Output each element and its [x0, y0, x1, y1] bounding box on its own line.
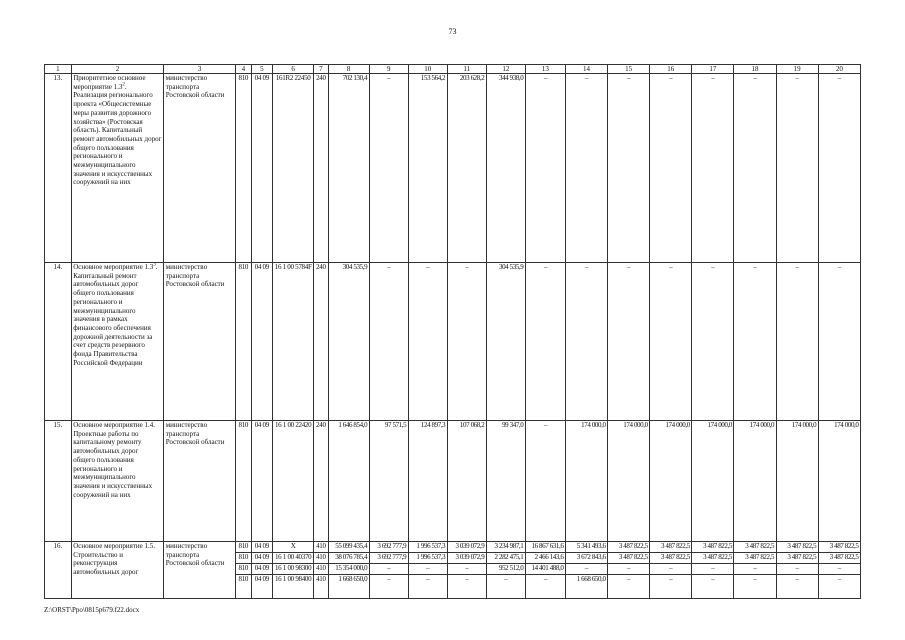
executor: министерство транспорта Ростовской области [164, 263, 236, 421]
amount-cell: 702 130,4 [328, 74, 369, 263]
amount-cell: 3 487 822,5 [608, 542, 650, 553]
amount-cell: 174 000,0 [692, 421, 734, 542]
amount-cell: – [692, 263, 734, 421]
amount-cell: – [734, 74, 776, 263]
amount-cell: – [650, 575, 692, 599]
amount-cell: 3 487 822,5 [818, 542, 860, 553]
amount-cell: 304 535,9 [486, 263, 525, 421]
amount-cell: – [776, 575, 818, 599]
executor: министерство транспорта Ростовской области [164, 542, 236, 599]
code-cell: 16 1 00 5784F [273, 263, 314, 421]
measure-name: Основное мероприятие $1.3^3$. Капитальный ремонт автомобильных дорог общего пользования регионального и межмуниципального значения в рамках финансового обеспечения дорожной деятельности за счет средств резервного фонда Правительства Российской Федерации [71, 263, 163, 421]
amount-cell: 174 000,0 [650, 421, 692, 542]
code-cell: 16 1 00 98300 [273, 564, 314, 575]
amount-cell: – [734, 564, 776, 575]
col-header: 2 [71, 65, 163, 74]
col-header: 11 [447, 65, 486, 74]
code-cell: 810 [236, 74, 251, 263]
row-number: 13. [45, 74, 72, 263]
col-header: 3 [164, 65, 236, 74]
amount-cell: – [608, 263, 650, 421]
code-cell: 810 [236, 564, 251, 575]
amount-cell: 3 692 777,9 [369, 553, 408, 564]
amount-cell: – [734, 263, 776, 421]
amount-cell: 3 039 072,9 [447, 553, 486, 564]
amount-cell: 174 000,0 [608, 421, 650, 542]
code-cell: 810 [236, 542, 251, 553]
page-number: 73 [448, 27, 457, 36]
amount-cell: 3 487 822,5 [734, 542, 776, 553]
amount-cell: 174 000,0 [734, 421, 776, 542]
code-cell: 04 09 [251, 542, 273, 553]
col-header: 8 [328, 65, 369, 74]
code-cell: 410 [314, 553, 328, 564]
amount-cell: – [369, 74, 408, 263]
amount-cell: 3 487 822,5 [692, 553, 734, 564]
amount-cell: 2 282 475,1 [486, 553, 525, 564]
code-cell: 04 09 [251, 564, 273, 575]
code-cell: 161R2 22450 [273, 74, 314, 263]
amount-cell: – [525, 74, 565, 263]
col-header: 7 [314, 65, 328, 74]
amount-cell: – [608, 575, 650, 599]
amount-cell: – [486, 575, 525, 599]
amount-cell: – [525, 263, 565, 421]
amount-cell: 3 234 987,1 [486, 542, 525, 553]
code-cell: 04 09 [251, 421, 273, 542]
col-header: 13 [525, 65, 565, 74]
code-cell: 410 [314, 564, 328, 575]
col-header: 19 [776, 65, 818, 74]
code-cell: 16 1 00 40370 [273, 553, 314, 564]
code-cell: 810 [236, 421, 251, 542]
amount-cell: 1 646 854,0 [328, 421, 369, 542]
col-header: 15 [608, 65, 650, 74]
amount-cell: – [408, 263, 447, 421]
amount-cell: 952 512,0 [486, 564, 525, 575]
amount-cell: – [447, 564, 486, 575]
measure-name: Основное мероприятие 1.4. Проектные работы по капитальному ремонту автомобильных дорог общего пользования регионального и межмуниципального значения и искусственных сооружений на них [71, 421, 163, 542]
table-row [45, 263, 861, 421]
amount-cell: – [447, 263, 486, 421]
amount-cell: – [650, 263, 692, 421]
amount-cell: 38 076 785,4 [328, 553, 369, 564]
col-header: 1 [45, 65, 72, 74]
amount-cell: – [692, 564, 734, 575]
amount-cell: 2 466 143,6 [525, 553, 565, 564]
amount-cell: – [776, 263, 818, 421]
amount-cell: – [565, 263, 607, 421]
amount-cell: 1 996 537,3 [408, 542, 447, 553]
amount-cell: – [818, 74, 860, 263]
amount-cell: 1 996 537,3 [408, 553, 447, 564]
amount-cell: 304 535,9 [328, 263, 369, 421]
amount-cell: 174 000,0 [818, 421, 860, 542]
amount-cell: – [608, 74, 650, 263]
code-cell: 240 [314, 263, 328, 421]
amount-cell: 3 487 822,5 [776, 553, 818, 564]
amount-cell: 5 341 493,6 [565, 542, 607, 553]
amount-cell: – [369, 564, 408, 575]
amount-cell: – [776, 564, 818, 575]
col-header: 12 [486, 65, 525, 74]
code-cell: 16 1 00 22420 [273, 421, 314, 542]
amount-cell: 3 487 822,5 [692, 542, 734, 553]
amount-cell: – [650, 564, 692, 575]
code-cell: 810 [236, 575, 251, 599]
code-cell: 240 [314, 421, 328, 542]
row-number: 16. [45, 542, 72, 599]
amount-cell: 97 571,5 [369, 421, 408, 542]
code-cell: 04 09 [251, 74, 273, 263]
col-header: 16 [650, 65, 692, 74]
col-header: 14 [565, 65, 607, 74]
code-cell: 04 09 [251, 553, 273, 564]
measure-name: Приоритетное основное мероприятие $1.3^2$. Реализация регионального проекта «Общесистемные меры развития дорожного хозяйства» (Ростовская область). Капитальный ремонт автомобильных дорог общего пользования регионального и межмуниципального значения и искусственных сооружений на них [71, 74, 163, 263]
col-header: 9 [369, 65, 408, 74]
amount-cell: 99 347,0 [486, 421, 525, 542]
code-cell: 240 [314, 74, 328, 263]
code-cell: 04 09 [251, 263, 273, 421]
col-header: 6 [273, 65, 314, 74]
amount-cell: 174 000,0 [565, 421, 607, 542]
executor: министерство транспорта Ростовской области [164, 74, 236, 263]
table-row [45, 542, 861, 553]
table-row [45, 421, 861, 542]
amount-cell: 107 068,2 [447, 421, 486, 542]
table-row [45, 74, 861, 263]
amount-cell: – [525, 421, 565, 542]
executor: министерство транспорта Ростовской области [164, 421, 236, 542]
amount-cell: 153 564,2 [408, 74, 447, 263]
budget-table [44, 64, 861, 599]
amount-cell: 3 487 822,5 [608, 553, 650, 564]
code-cell: 810 [236, 553, 251, 564]
amount-cell: – [408, 575, 447, 599]
amount-cell: – [734, 575, 776, 599]
amount-cell: – [818, 575, 860, 599]
code-cell: 16 1 00 98400 [273, 575, 314, 599]
amount-cell: 344 938,0 [486, 74, 525, 263]
amount-cell: – [818, 263, 860, 421]
amount-cell: 14 401 488,0 [525, 564, 565, 575]
amount-cell: – [525, 575, 565, 599]
amount-cell: 16 867 631,6 [525, 542, 565, 553]
code-cell: 410 [314, 542, 328, 553]
measure-name: Основное мероприятие 1.5. Строительство и реконструкция автомобильных дорог [71, 542, 163, 599]
amount-cell: 55 099 435,4 [328, 542, 369, 553]
amount-cell: – [692, 575, 734, 599]
code-cell: X [273, 542, 314, 553]
row-number: 15. [45, 421, 72, 542]
amount-cell: – [565, 74, 607, 263]
amount-cell: 124 897,3 [408, 421, 447, 542]
amount-cell: 3 487 822,5 [818, 553, 860, 564]
file-path-footer: Z:\ORST\Ppo\0815p679.f22.docx [44, 606, 140, 614]
col-header: 10 [408, 65, 447, 74]
row-number: 14. [45, 263, 72, 421]
amount-cell: – [692, 74, 734, 263]
amount-cell: 3 487 822,5 [776, 542, 818, 553]
amount-cell: – [369, 263, 408, 421]
amount-cell: 203 628,2 [447, 74, 486, 263]
amount-cell: 1 668 650,0 [328, 575, 369, 599]
code-cell: 410 [314, 575, 328, 599]
amount-cell: – [447, 575, 486, 599]
code-cell: 04 09 [251, 575, 273, 599]
col-header: 4 [236, 65, 251, 74]
col-header: 5 [251, 65, 273, 74]
amount-cell: – [565, 564, 607, 575]
amount-cell: 15 354 000,0 [328, 564, 369, 575]
amount-cell: – [818, 564, 860, 575]
col-header: 20 [818, 65, 860, 74]
amount-cell: 1 668 650,0 [565, 575, 607, 599]
amount-cell: 3 487 822,5 [650, 542, 692, 553]
col-header: 18 [734, 65, 776, 74]
amount-cell: – [776, 74, 818, 263]
amount-cell: 174 000,0 [776, 421, 818, 542]
amount-cell: 3 672 843,6 [565, 553, 607, 564]
amount-cell: 3 487 822,5 [650, 553, 692, 564]
col-header: 17 [692, 65, 734, 74]
code-cell: 810 [236, 263, 251, 421]
amount-cell: 3 692 777,9 [369, 542, 408, 553]
amount-cell: – [369, 575, 408, 599]
amount-cell: 3 487 822,5 [734, 553, 776, 564]
amount-cell: 3 039 072,9 [447, 542, 486, 553]
amount-cell: – [650, 74, 692, 263]
amount-cell: – [608, 564, 650, 575]
column-number-header-row [45, 65, 861, 74]
amount-cell: – [408, 564, 447, 575]
